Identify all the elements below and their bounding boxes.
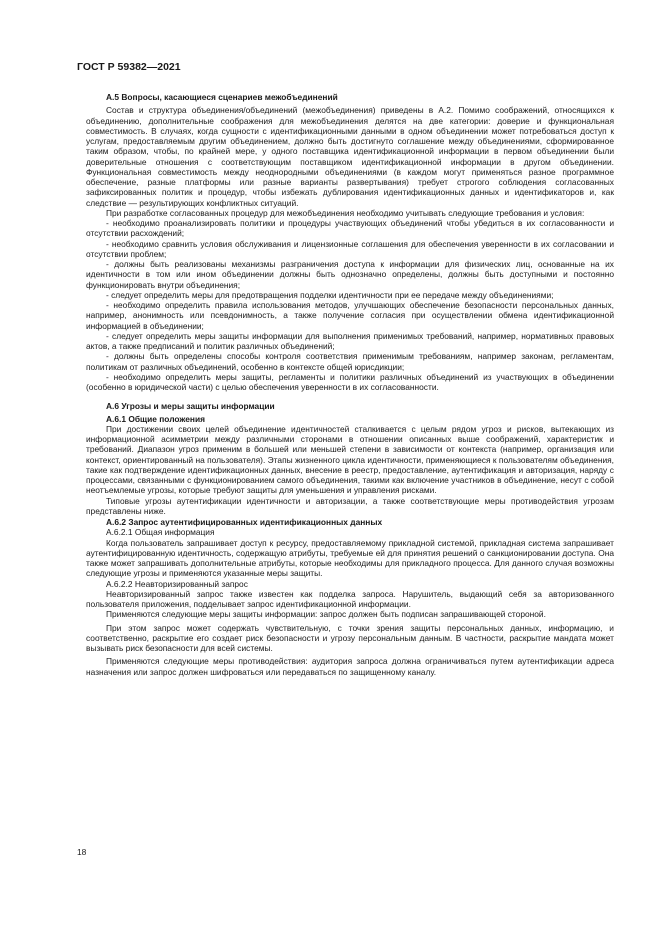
paragraph: При разработке согласованных процедур для межобъединения необходимо учитывать следующие требования и условия:: [106, 207, 585, 218]
paragraph: Неавторизированный запрос также известен как подделка запроса. Нарушитель, выдающий себя за авторизованного пользователя приложения, подделывает запрос идентификационной информации.: [86, 588, 614, 609]
paragraph: При достижении своих целей объединение идентичностей сталкивается с целым рядом угроз и рисков, вытекающих из информационной асимметрии между различными сторонами в отношении описанных выше соображений, характеристик и требований. Диапазон угроз применим в большей или меньшей степени в зависимости от контекста (например, организация или контекст, ориентированный на пользователя). Этапы жизненного цикла идентичности, применяющиеся к пользователям объединения, такие как подтверждение идентификационных данных, внесение в реестр, предоставление, аутентификация и авторизация, наряду с процессами, связанными с функционированием самого объединения, такими как включение участников в объединение, несут с собой неотъемлемые угрозы, которые требуют защиты для уменьшения и управления рисками.: [86, 423, 614, 496]
list-item: - необходимо сравнить условия обслуживания и лицензионные соглашения для обеспечения уверенности в их согласовании и отсутствии проблем;: [86, 238, 614, 259]
paragraph: Применяются следующие меры противодействия: аудитория запроса должна ограничиваться путем аутентификации адреса назначения или запрос должен шифроваться или передаваться по защищенному каналу.: [86, 656, 614, 677]
section-a62-title: А.6.2 Запрос аутентифицированных идентификационных данных: [106, 517, 383, 527]
section-a6-title: А.6 Угрозы и меры защиты информации: [106, 401, 275, 412]
page-number: 18: [77, 847, 87, 857]
paragraph: При этом запрос может содержать чувствительную, с точки зрения защиты персональных данных, информацию, и соответственно, раскрытие его создает риск безопасности и угрозу персональным данным. В частности, раскрытие мандата может вызывать риск безопасности для всей системы.: [86, 622, 614, 653]
section-a621-title: А.6.2.1 Общая информация: [106, 527, 215, 538]
list-item: - следует определить меры для предотвращения подделки идентичности при ее передаче между объединениями;: [106, 289, 554, 300]
section-a622-title: А.6.2.2 Неавторизированный запрос: [106, 578, 248, 589]
list-item: - должны быть определены способы контроля соответствия применимым требованиям, например законам, регламентам, политикам от различных объединений, особенно в контексте общей юрисдикции;: [86, 351, 614, 372]
list-item: - необходимо определить правила использования методов, улучшающих обеспечение безопасности персональных данных, например, анонимность или псевдонимность, а также получение согласия при осуществлении обмена идентификационной информацией в объединении;: [86, 300, 614, 331]
list-item: - необходимо определить меры защиты, регламенты и политики различных объединений из участвующих в объединении (особенно в юридической части) с целью обеспечения уверенности в их согласованности.: [86, 371, 614, 392]
list-item: - должны быть реализованы механизмы разграничения доступа к информации для физических лиц, основанные на их идентичности в том или ином объединении должны быть однозначно определены, должны быть доступными и постоянно функционировать внутри объединения;: [86, 259, 614, 290]
paragraph: Когда пользователь запрашивает доступ к ресурсу, предоставляемому прикладной системой, прикладная система запрашивает аутентифицированную идентичность, содержащую атрибуты, требуемые ей для принятия решений о санкционировании доступа. Она также может запрашивать дополнительные атрибуты, которые необходимы для прикладного процесса. Для данного случая возможны следующие угрозы и применяются указанные меры защиты.: [86, 537, 614, 579]
document-body: [86, 92, 614, 677]
section-a5-title: А.5 Вопросы, касающиеся сценариев межобъединений: [106, 92, 338, 102]
standard-id-header: ГОСТ Р 59382—2021: [77, 61, 181, 73]
list-item: - необходимо проанализировать политики и процедуры участвующих объединений чтобы убедиться в их согласованности и отсутствии расхождений;: [86, 218, 614, 239]
paragraph: Состав и структура объединения/объединений (межобъединения) приведены в А.2. Помимо соображений, относящихся к объединению, дополнительные соображения для межобъединения делятся на две категории: доверие и функциональная совместимость. В случаях, когда сущности с идентификационными данными в одном объединении может потребоваться доступ к услугам, предоставляемым другим объединением, должно быть достигнуто соглашение между объединениями, сформированное таким образом, чтобы, по крайней мере, у одного поставщика идентификационной информации в первом объединении были доверительные отношения с соответствующим поставщиком идентификационной информации в другом объединении. Функциональная совместимость между неоднородными объединениями (в каждом могут применяться разное программное обеспечение, разные платформы или разные варианты развертывания) требует строгого соблюдения согласованных зафиксированных политик и процедур, чтобы избежать дублирования идентификационных данных и идентификаторов и, как следствие — результирующих конфликтных ситуаций.: [86, 105, 614, 208]
list-item: - следует определить меры защиты информации для выполнения применимых требований, например, нормативных правовых актов, а также предписаний и политик различных объединений;: [86, 330, 614, 351]
paragraph: Применяются следующие меры защиты информации: запрос должен быть подписан запрашивающей стороной.: [106, 609, 546, 620]
paragraph: Типовые угрозы аутентификации идентичности и авторизации, а также соответствующие меры противодействия угрозам представлены ниже.: [86, 495, 614, 516]
section-a61-title: А.6.1 Общие положения: [106, 413, 205, 424]
